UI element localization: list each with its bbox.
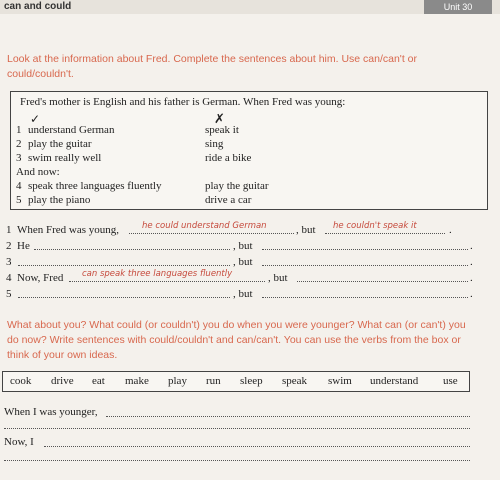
sentence-number: 1 bbox=[6, 224, 12, 236]
sentence-start: He bbox=[17, 240, 30, 252]
row-number: 1 bbox=[16, 124, 22, 136]
verb-item: speak bbox=[282, 375, 308, 387]
info-row bbox=[16, 152, 476, 166]
can-item: play the piano bbox=[28, 194, 91, 206]
cannot-item: speak it bbox=[205, 124, 239, 136]
verb-item: use bbox=[443, 375, 458, 387]
can-item: understand German bbox=[28, 124, 115, 136]
sentence-but: , but bbox=[296, 224, 316, 236]
answer-line[interactable] bbox=[34, 240, 230, 250]
sentence-5 bbox=[6, 288, 476, 304]
cross-icon: ✗ bbox=[214, 111, 225, 126]
info-row bbox=[16, 180, 476, 194]
topic-title: can and could bbox=[4, 1, 72, 12]
sentence-start: Now, Fred bbox=[17, 272, 64, 284]
verb-item: drive bbox=[51, 375, 74, 387]
sentence-end: . bbox=[470, 256, 473, 268]
writing-line[interactable] bbox=[106, 407, 470, 417]
exercise2-instructions: What about you? What could (or couldn't) you do when you were younger? What can (or can't) you do now? Write sentences with could/couldn't and can/can't. You can use the verbs from the box or think of your own ideas. bbox=[7, 319, 466, 361]
sentence-number: 5 bbox=[6, 288, 12, 300]
answer-line[interactable] bbox=[262, 256, 468, 266]
exercise1-instructions: Look at the information about Fred. Complete the sentences about him. Use can/can't or could/couldn't. bbox=[7, 53, 417, 80]
writing-prompt-now: Now, I bbox=[4, 436, 34, 448]
answer-line[interactable] bbox=[297, 272, 468, 282]
answer-line[interactable] bbox=[262, 240, 468, 250]
unit-label: Unit 30 bbox=[424, 0, 492, 14]
answer-line[interactable] bbox=[18, 256, 230, 266]
row-number: 2 bbox=[16, 138, 22, 150]
answer-line[interactable] bbox=[18, 288, 230, 298]
info-row bbox=[16, 124, 476, 138]
verb-item: understand bbox=[370, 375, 419, 387]
sentence-end: . bbox=[449, 224, 452, 236]
verb-item: sleep bbox=[240, 375, 263, 387]
sentence-but: , but bbox=[233, 256, 253, 268]
verb-item: make bbox=[125, 375, 149, 387]
sentence-4 bbox=[6, 269, 476, 288]
cannot-item: drive a car bbox=[205, 194, 252, 206]
sentence-but: , but bbox=[233, 240, 253, 252]
tick-icon: ✓ bbox=[30, 112, 41, 126]
header-bar bbox=[0, 0, 500, 14]
sentence-start: When Fred was young, bbox=[17, 224, 120, 236]
sentence-end: . bbox=[470, 288, 473, 300]
info-intro: Fred's mother is English and his father is German. When Fred was young: bbox=[20, 96, 346, 108]
verb-box bbox=[2, 371, 470, 392]
writing-line[interactable] bbox=[4, 460, 470, 461]
cannot-item: play the guitar bbox=[205, 180, 269, 192]
sentence-1 bbox=[6, 221, 476, 240]
can-item: play the guitar bbox=[28, 138, 92, 150]
sentence-number: 2 bbox=[6, 240, 12, 252]
verb-item: cook bbox=[10, 375, 32, 387]
row-number: 3 bbox=[16, 152, 22, 164]
sentence-end: . bbox=[470, 272, 473, 284]
sentence-but: , but bbox=[268, 272, 288, 284]
sentence-3 bbox=[6, 256, 476, 272]
writing-prompt-younger: When I was younger, bbox=[4, 406, 98, 418]
answer-2: he couldn't speak it bbox=[333, 221, 417, 231]
answer-line[interactable] bbox=[262, 288, 468, 298]
verb-item: swim bbox=[328, 375, 352, 387]
and-now-label: And now: bbox=[16, 166, 60, 178]
verb-item: eat bbox=[92, 375, 105, 387]
row-number: 4 bbox=[16, 180, 22, 192]
fred-info-box bbox=[10, 91, 488, 210]
verb-item: run bbox=[206, 375, 221, 387]
can-item: speak three languages fluently bbox=[28, 180, 162, 192]
cannot-item: sing bbox=[205, 138, 224, 150]
sentence-end: . bbox=[470, 240, 473, 252]
writing-line[interactable] bbox=[4, 428, 470, 429]
info-row bbox=[16, 194, 476, 208]
answer-1: can speak three languages fluently bbox=[82, 269, 233, 279]
sentence-2 bbox=[6, 240, 476, 256]
can-item: swim really well bbox=[28, 152, 102, 164]
answer-1: he could understand German bbox=[142, 221, 267, 231]
cannot-item: ride a bike bbox=[205, 152, 252, 164]
sentence-number: 3 bbox=[6, 256, 12, 268]
writing-line[interactable] bbox=[44, 437, 470, 447]
sentence-number: 4 bbox=[6, 272, 12, 284]
info-row bbox=[16, 138, 476, 152]
verb-item: play bbox=[168, 375, 187, 387]
row-number: 5 bbox=[16, 194, 22, 206]
sentence-but: , but bbox=[233, 288, 253, 300]
